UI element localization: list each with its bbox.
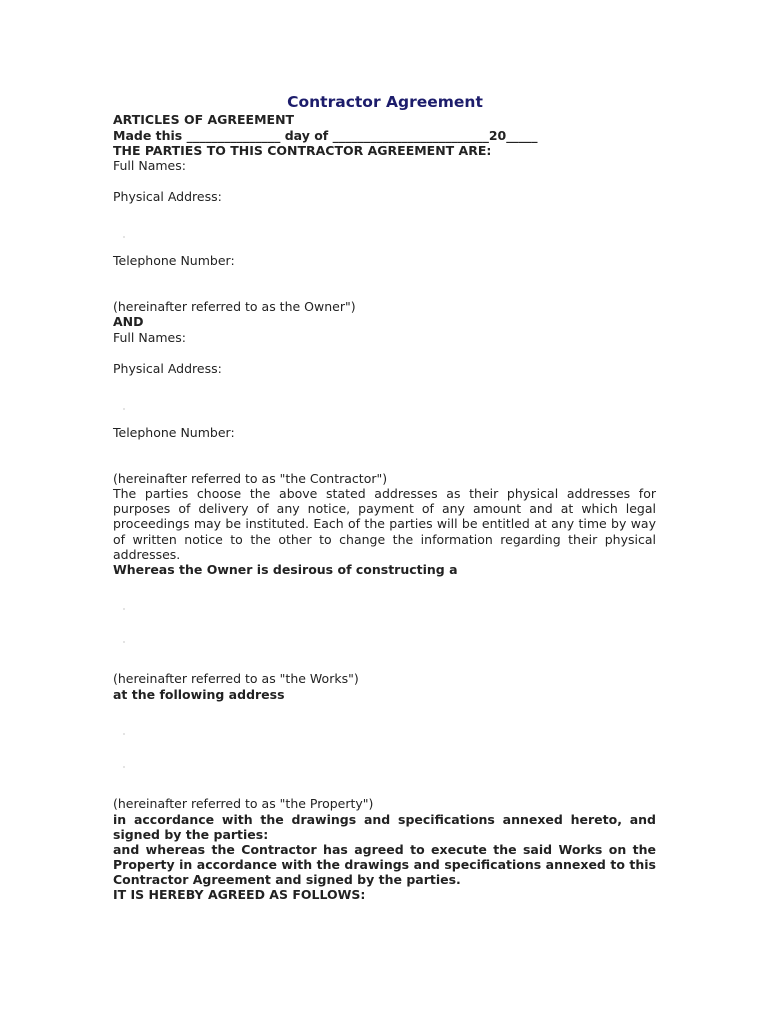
property-placeholder-mark-1 xyxy=(123,733,125,735)
parties-heading: THE PARTIES TO THIS CONTRACTOR AGREEMENT ARE: xyxy=(113,143,492,158)
drawings-clause: in accordance with the drawings and specifications annexed hereto, and signed by the parties: xyxy=(113,812,656,843)
articles-heading: ARTICLES OF AGREEMENT xyxy=(113,112,295,127)
and-separator: AND xyxy=(113,314,144,329)
contractor-physical-address-label: Physical Address: xyxy=(113,361,222,376)
owner-physical-address-label: Physical Address: xyxy=(113,189,222,204)
addresses-paragraph: The parties choose the above stated addresses as their physical addresses for purposes of delivery of any notice, payment of any amount and at which legal proceedings may be instituted. Each of the parties will be entitled at any time by way of written notice to the other to change the information regarding their physical addresses. xyxy=(113,486,656,562)
contractor-address-placeholder-mark xyxy=(123,408,125,410)
works-placeholder-mark-2 xyxy=(123,641,125,643)
property-placeholder-mark-2 xyxy=(123,766,125,768)
agreed-as-follows-heading: IT IS HEREBY AGREED AS FOLLOWS: xyxy=(113,887,366,902)
document-title: Contractor Agreement xyxy=(287,93,483,111)
made-this-line: Made this _______________ day of _________________________20_____ xyxy=(113,128,538,143)
owner-address-placeholder-mark xyxy=(123,236,125,238)
contractor-agreed-clause: and whereas the Contractor has agreed to execute the said Works on the Property in accordance with the drawings and specifications annexed to this Contractor Agreement and signed by the parties. xyxy=(113,842,656,888)
following-address-label: at the following address xyxy=(113,687,285,702)
owner-referred-as: (hereinafter referred to as the Owner") xyxy=(113,299,356,314)
owner-full-names-label: Full Names: xyxy=(113,158,186,173)
whereas-owner-clause: Whereas the Owner is desirous of constructing a xyxy=(113,562,458,577)
contractor-full-names-label: Full Names: xyxy=(113,330,186,345)
property-referred-as: (hereinafter referred to as "the Property") xyxy=(113,796,374,811)
contractor-referred-as: (hereinafter referred to as "the Contractor") xyxy=(113,471,388,486)
works-referred-as: (hereinafter referred to as "the Works") xyxy=(113,671,359,686)
owner-telephone-label: Telephone Number: xyxy=(113,253,235,268)
contractor-telephone-label: Telephone Number: xyxy=(113,425,235,440)
works-placeholder-mark-1 xyxy=(123,608,125,610)
